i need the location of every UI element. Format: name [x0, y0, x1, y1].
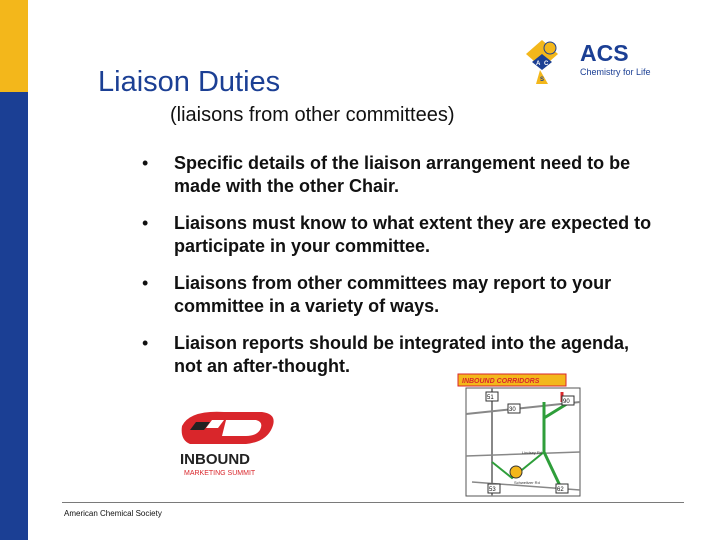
bullet-dot: •: [142, 213, 149, 233]
bullet-item: [138, 152, 658, 198]
map-marker: 62: [557, 487, 564, 493]
bullet-dot: •: [142, 153, 149, 173]
acs-badge-icon: [526, 40, 558, 84]
inbound-marketing-summit-logo: [176, 408, 280, 482]
map-marker: 51: [487, 395, 494, 401]
map-marker: 53: [489, 487, 496, 493]
inbound-swoosh-icon: [182, 412, 274, 444]
map-street-label: Lindsey Rd: [522, 450, 543, 455]
acs-logo-name: ACS: [580, 40, 629, 66]
map-street-label: Schweitzer Rd: [514, 480, 540, 485]
footer-text: American Chemical Society: [64, 509, 162, 518]
bullet-item: [138, 212, 658, 258]
inbound-logo-word: INBOUND: [180, 451, 250, 468]
acs-logo: [522, 34, 672, 92]
inbound-logo-tagline: MARKETING SUMMIT: [184, 470, 256, 477]
accent-bar-blue: [0, 92, 28, 540]
bullet-item: [138, 272, 658, 318]
bullet-dot: •: [142, 333, 149, 353]
bullet-dot: •: [142, 273, 149, 293]
bullet-text: Liaisons must know to what extent they are expected to participate in your committee.: [174, 213, 652, 256]
badge-letter-1: A: [536, 61, 541, 67]
footer-rule: [62, 502, 684, 503]
slide-title: Liaison Duties: [98, 66, 281, 98]
badge-letter-2: C: [544, 61, 549, 67]
map-header: INBOUND CORRIDORS: [462, 378, 540, 385]
inbound-corridors-map: [452, 372, 588, 500]
bullet-text: Liaison reports should be integrated into the agenda, not an after-thought.: [174, 333, 630, 376]
bullet-text: Liaisons from other committees may report to your committee in a variety of ways.: [174, 273, 612, 316]
bullet-text: Specific details of the liaison arrangement need to be made with the other Chair.: [174, 153, 631, 196]
badge-letter-3: S: [540, 77, 545, 83]
bullet-list: [138, 152, 658, 392]
accent-bar-yellow: [0, 0, 28, 92]
slide-subtitle: (liaisons from other committees): [170, 104, 455, 126]
map-marker: 90: [563, 399, 570, 405]
map-marker: 30: [509, 407, 516, 413]
acs-logo-tagline: Chemistry for Life: [580, 67, 651, 77]
